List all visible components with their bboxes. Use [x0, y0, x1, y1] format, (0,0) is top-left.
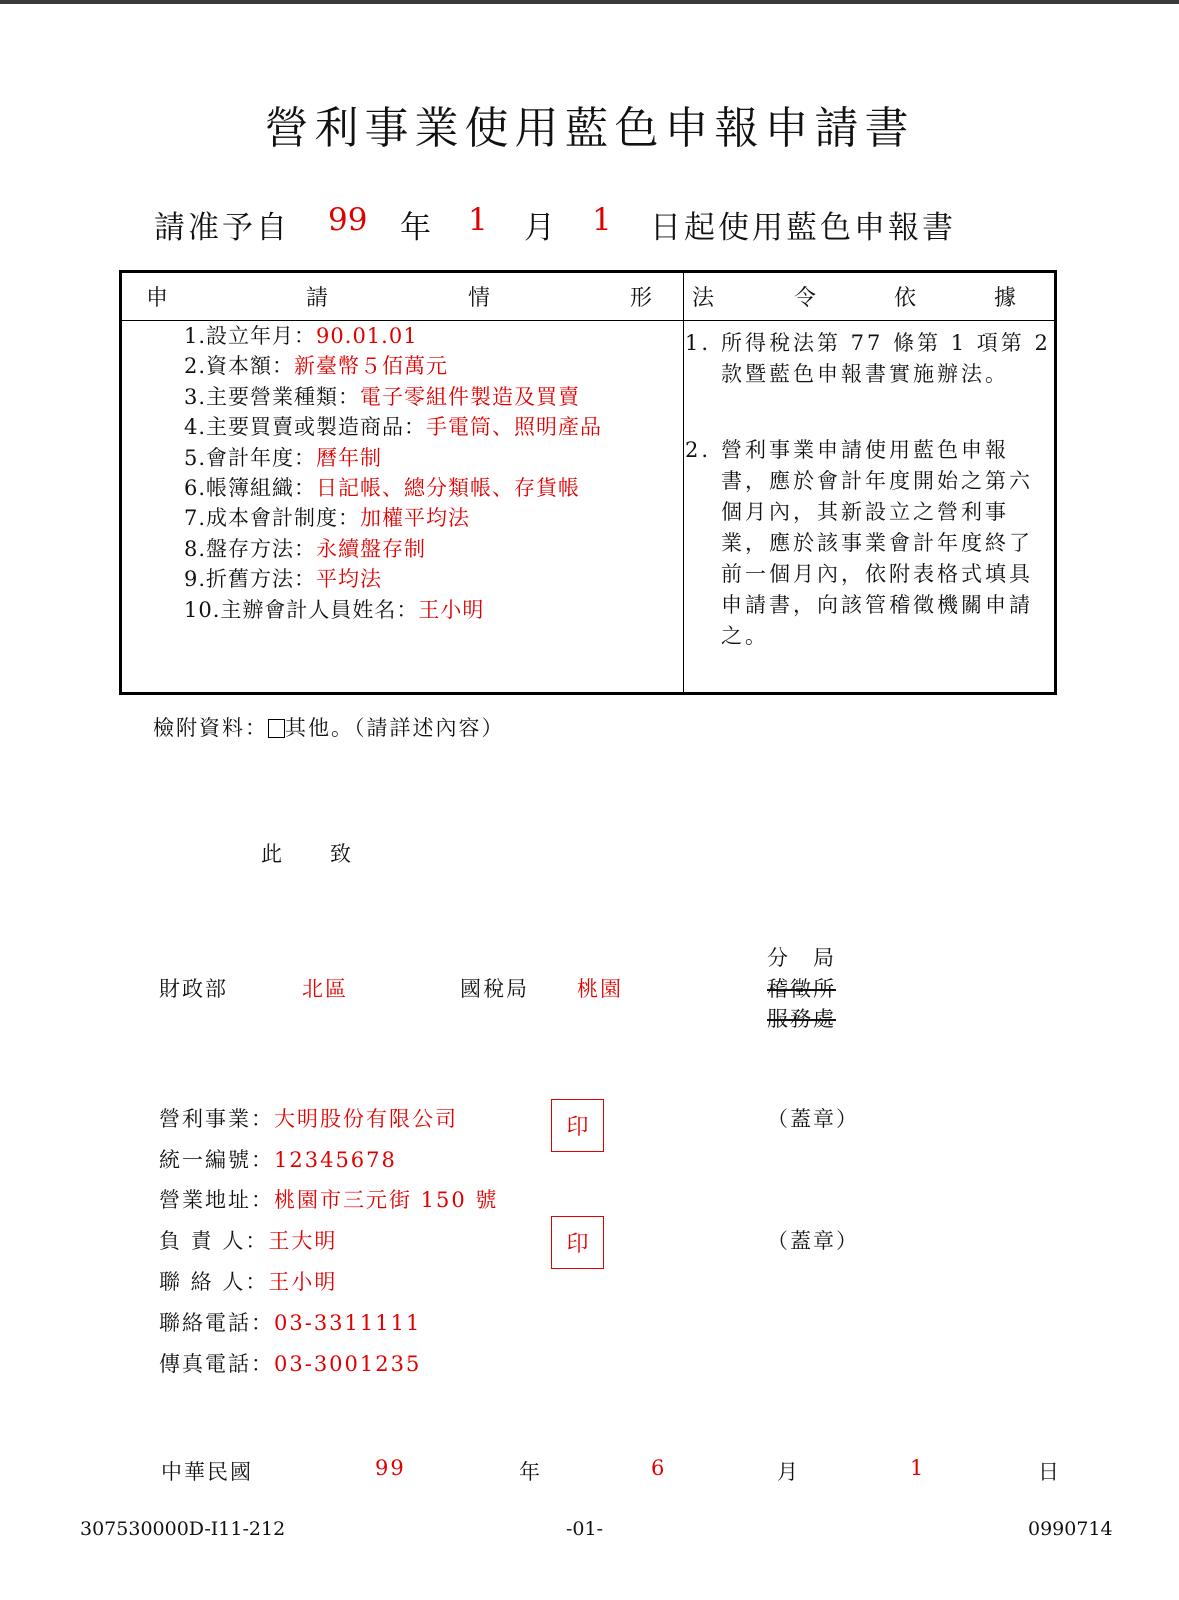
item-label: 7.成本會計制度： — [184, 506, 361, 530]
seal-note: （蓋章） — [767, 1229, 859, 1253]
list-item — [184, 411, 602, 441]
application-table — [119, 270, 1057, 695]
right-header-char: 法 — [692, 286, 715, 311]
request-year-unit: 年 — [400, 210, 431, 246]
law-line: 個月內，其新設立之營利事 — [721, 500, 1009, 524]
item-value: 電子零組件製造及買賣 — [360, 385, 581, 409]
law-text — [721, 328, 1051, 390]
law-line: 所得稅法第 77 條第 1 項第 2 — [721, 331, 1051, 355]
item-value: 日記帳、總分類帳、存貨帳 — [316, 476, 581, 500]
date-month: 6 — [651, 1456, 667, 1480]
business-name: 大明股份有限公司 — [274, 1107, 458, 1131]
id-label: 統一編號： — [159, 1148, 274, 1172]
item-label: 2.資本額： — [184, 354, 295, 378]
page-title: 營利事業使用藍色申報申請書 — [264, 103, 915, 154]
item-label: 5.會計年度： — [184, 446, 317, 470]
list-item — [184, 502, 470, 532]
other-checkbox[interactable] — [268, 719, 285, 738]
item-value: 新臺幣５佰萬元 — [294, 354, 449, 378]
attachments-line — [153, 712, 505, 742]
item-label: 10.主辦會計人員姓名： — [184, 598, 419, 622]
list-item — [184, 320, 418, 350]
list-item — [184, 381, 580, 411]
company-stamp-box[interactable]: 印 — [551, 1099, 604, 1152]
list-item — [184, 442, 382, 472]
seal-note: （蓋章） — [767, 1107, 859, 1131]
business-label: 營利事業： — [159, 1107, 274, 1131]
address-label: 營業地址： — [159, 1188, 274, 1212]
contact-label: 聯 絡 人： — [159, 1270, 269, 1294]
owner-value: 王大明 — [268, 1229, 338, 1253]
item-value: 永續盤存制 — [316, 537, 427, 561]
date-year: 99 — [375, 1456, 406, 1480]
left-header-char: 申 — [146, 286, 169, 311]
item-label: 8.盤存方法： — [184, 537, 317, 561]
left-header-char: 形 — [630, 286, 653, 311]
left-header-char: 情 — [468, 286, 491, 311]
date-month-unit: 月 — [777, 1460, 800, 1484]
branch-value: 桃園 — [577, 977, 623, 1001]
list-item — [184, 594, 484, 624]
phone-value: 03-3311111 — [274, 1311, 422, 1335]
top-border — [0, 0, 1179, 4]
item-value: 加權平均法 — [360, 506, 471, 530]
right-header-char: 依 — [894, 286, 917, 311]
right-header-char: 據 — [994, 286, 1017, 311]
unit-option-struck: 服務處 — [767, 1007, 836, 1031]
law-line: 前一個月內，依附表格式填具 — [721, 562, 1033, 586]
salutation-char: 此 — [261, 842, 284, 866]
item-value: 王小明 — [418, 598, 485, 622]
law-line: 款暨藍色申報書實施辦法。 — [721, 362, 1009, 386]
business-row — [159, 1103, 458, 1133]
date-era: 中華民國 — [161, 1460, 253, 1484]
item-label: 9.折舊方法： — [184, 567, 317, 591]
law-line: 書，應於會計年度開始之第六 — [721, 469, 1033, 493]
bureau-label: 國稅局 — [460, 977, 529, 1001]
item-value: 曆年制 — [316, 446, 383, 470]
contact-row — [159, 1266, 337, 1296]
law-text — [721, 435, 1033, 652]
list-item — [184, 563, 382, 593]
revision-code: 0990714 — [1028, 1518, 1113, 1540]
fax-value: 03-3001235 — [274, 1352, 422, 1376]
address-row — [159, 1184, 498, 1214]
request-year: 99 — [328, 202, 368, 238]
item-label: 4.主要買賣或製造商品： — [184, 415, 427, 439]
item-label: 3.主要營業種類： — [184, 385, 361, 409]
page-number: -01- — [566, 1518, 604, 1540]
law-line: 業，應於該事業會計年度終了 — [721, 531, 1033, 555]
owner-label: 負 責 人： — [159, 1229, 269, 1253]
item-label: 6.帳簿組織： — [184, 476, 317, 500]
ministry-label: 財政部 — [159, 977, 228, 1001]
list-item — [184, 472, 580, 502]
unit-option: 分 局 — [767, 946, 836, 970]
phone-label: 聯絡電話： — [159, 1311, 274, 1335]
salutation-char: 致 — [330, 842, 353, 866]
attachments-label: 檢附資料： — [153, 716, 268, 740]
date-day: 1 — [910, 1456, 926, 1480]
id-value: 12345678 — [274, 1148, 397, 1172]
phone-row — [159, 1307, 421, 1337]
list-item — [184, 350, 448, 380]
law-number: 1. — [685, 331, 712, 355]
fax-row — [159, 1348, 421, 1378]
owner-row — [159, 1225, 337, 1255]
form-code: 307530000D-I11-212 — [80, 1518, 286, 1540]
contact-value: 王小明 — [268, 1270, 338, 1294]
owner-stamp-box[interactable]: 印 — [551, 1216, 604, 1269]
date-year-unit: 年 — [519, 1460, 542, 1484]
fax-label: 傳真電話： — [159, 1352, 274, 1376]
request-prefix: 請准予自 — [154, 210, 290, 246]
request-month-unit: 月 — [524, 210, 555, 246]
request-month: 1 — [468, 202, 488, 238]
left-header-char: 請 — [306, 286, 329, 311]
address-value: 桃園市三元街 150 號 — [274, 1188, 499, 1212]
item-value: 平均法 — [316, 567, 383, 591]
law-line: 之。 — [721, 624, 769, 648]
list-item — [184, 533, 426, 563]
law-line: 營利事業申請使用藍色申報 — [721, 438, 1009, 462]
date-day-unit: 日 — [1038, 1460, 1061, 1484]
column-divider — [683, 273, 684, 692]
item-label: 1.設立年月： — [184, 324, 317, 348]
attachments-option: 其他。（請詳述內容） — [285, 716, 505, 740]
item-value: 手電筒、照明產品 — [426, 415, 603, 439]
law-line: 申請書，向該管稽徵機關申請 — [721, 593, 1033, 617]
request-suffix: 日起使用藍色申報書 — [650, 210, 956, 246]
request-day: 1 — [592, 202, 612, 238]
right-header-char: 令 — [794, 286, 817, 311]
law-number: 2. — [685, 438, 712, 462]
region-value: 北區 — [302, 977, 348, 1001]
item-value: 90.01.01 — [316, 324, 418, 348]
id-row — [159, 1144, 397, 1174]
unit-option-struck: 稽徵所 — [767, 977, 836, 1001]
